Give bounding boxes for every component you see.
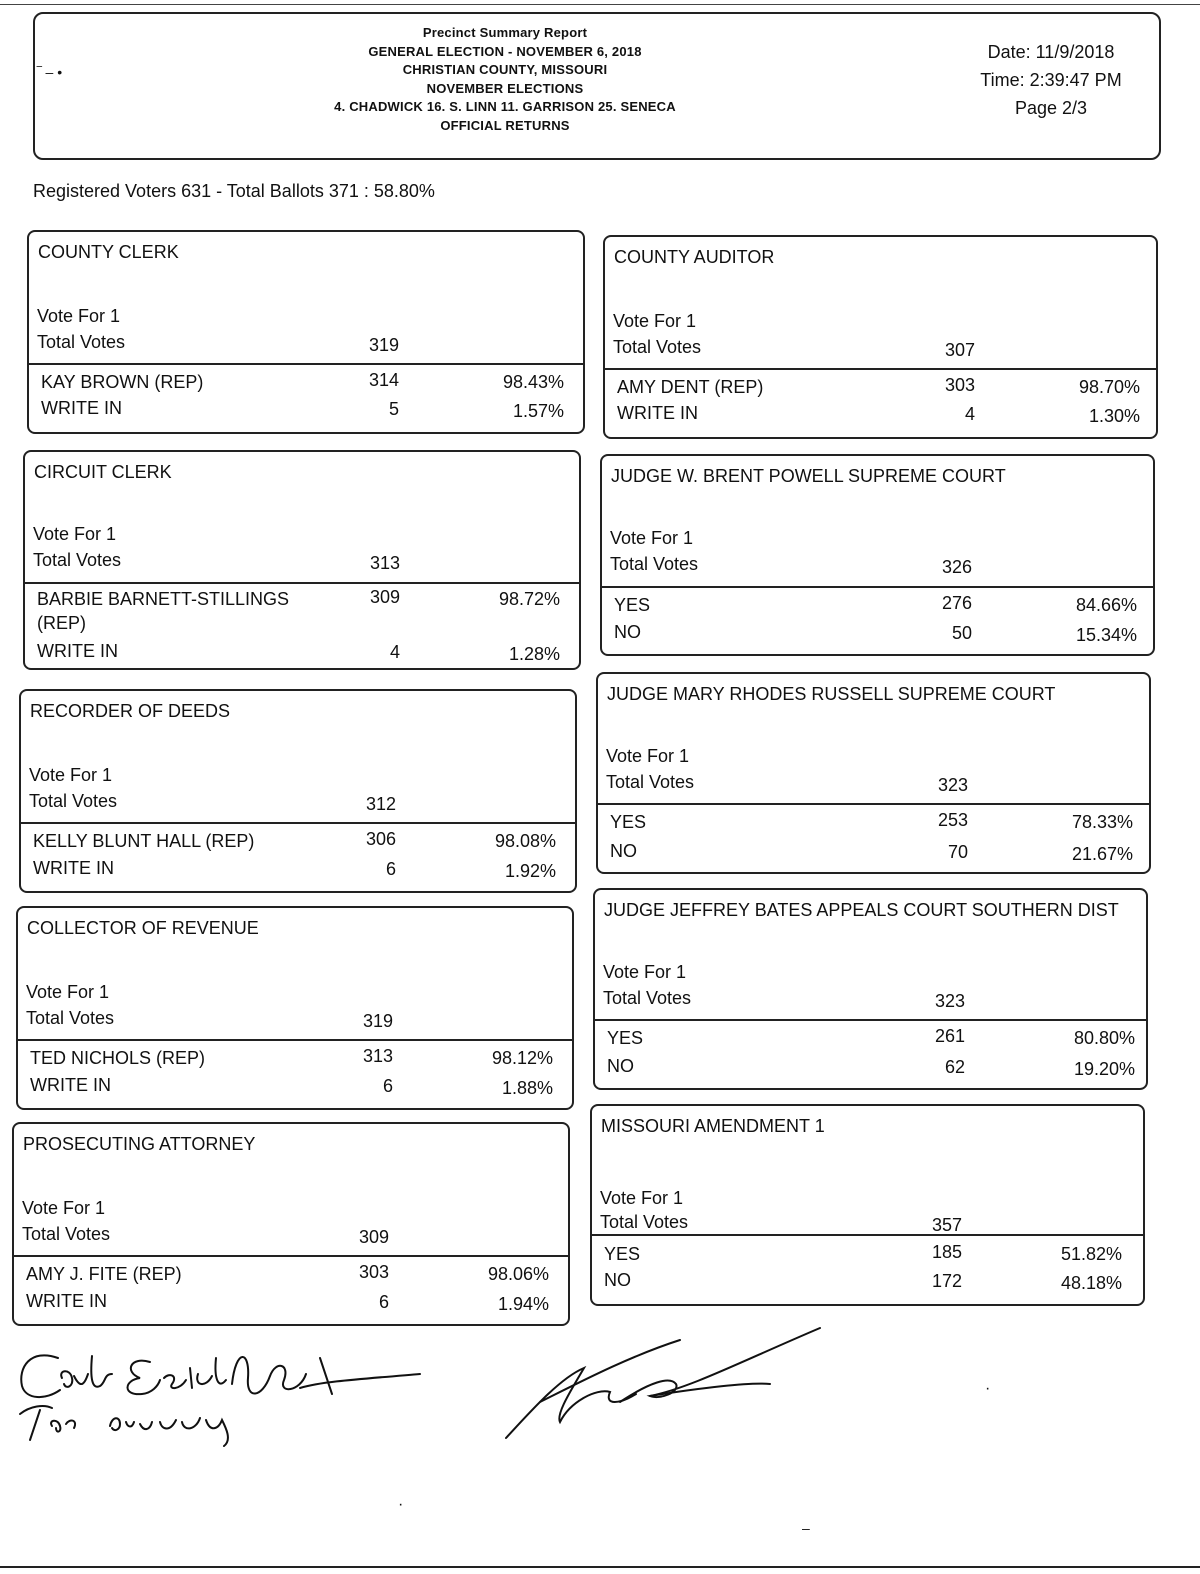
race-title: COLLECTOR OF REVENUE — [27, 918, 259, 938]
race-title: JUDGE W. BRENT POWELL SUPREME COURT — [611, 466, 1006, 486]
vote-count: 314 — [368, 370, 399, 390]
vote-for-label: Vote For 1 — [613, 311, 697, 331]
total-votes-label: Total Votes — [29, 791, 118, 811]
signature-right — [500, 1322, 840, 1442]
scan-dash: – — [802, 1520, 810, 1536]
candidate-name: YES — [607, 1028, 644, 1048]
county-name: CHRISTIAN COUNTY, MISSOURI — [402, 62, 608, 77]
race-title: RECORDER OF DEEDS — [30, 701, 231, 721]
race-title: JUDGE JEFFREY BATES APPEALS COURT SOUTHERN DIST — [604, 900, 1119, 920]
row-divider — [29, 363, 583, 365]
race-title: COUNTY AUDITOR — [614, 247, 775, 267]
vote-percent: 1.57% — [512, 401, 564, 421]
total-votes-label: Total Votes — [33, 550, 122, 570]
race-title: MISSOURI AMENDMENT 1 — [601, 1116, 825, 1136]
vote-count: 313 — [362, 1046, 393, 1066]
total-votes-label: Total Votes — [613, 337, 702, 357]
header-meta — [951, 38, 1151, 122]
turnout-summary: Registered Voters 631 - Total Ballots 371 : 58.80% — [33, 181, 435, 201]
total-votes-label: Total Votes — [610, 554, 699, 574]
candidate-name: NO — [614, 622, 641, 642]
vote-count: 306 — [365, 829, 396, 849]
total-votes-label: Total Votes — [26, 1008, 115, 1028]
total-votes-label: Total Votes — [37, 332, 126, 352]
row-divider — [14, 1255, 568, 1257]
candidate-name: KELLY BLUNT HALL (REP) — [33, 831, 255, 851]
scan-mark: ‾ – • — [37, 64, 63, 80]
total-votes-label: Total Votes — [22, 1224, 111, 1244]
race-box — [16, 906, 574, 1110]
row-divider — [598, 803, 1149, 805]
race-box — [600, 454, 1155, 656]
race-box — [603, 235, 1158, 439]
race-box — [593, 888, 1148, 1090]
race-box — [23, 450, 581, 670]
candidate-name: NO — [607, 1056, 634, 1076]
race-box — [596, 672, 1151, 874]
candidate-name: AMY J. FITE (REP) — [26, 1264, 182, 1284]
report-header — [33, 12, 1161, 160]
vote-percent: 98.43% — [502, 372, 564, 392]
report-time: Time: 2:39:47 PM — [980, 70, 1122, 90]
vote-percent: 15.34% — [1075, 625, 1137, 645]
total-votes-value: 323 — [934, 991, 965, 1011]
candidate-name: BARBIE BARNETT-STILLINGS — [37, 589, 290, 609]
candidate-name: WRITE IN — [33, 858, 114, 878]
vote-count: 5 — [388, 399, 399, 419]
vote-percent: 80.80% — [1073, 1028, 1135, 1048]
total-votes-label: Total Votes — [603, 988, 692, 1008]
candidate-name: NO — [604, 1270, 631, 1290]
scan-dot: · — [398, 1496, 404, 1513]
vote-percent: 51.82% — [1060, 1244, 1122, 1264]
vote-percent: 98.70% — [1078, 377, 1140, 397]
row-divider — [592, 1234, 1143, 1236]
row-divider — [21, 822, 575, 824]
vote-percent: 1.88% — [501, 1078, 553, 1098]
scan-dot: · — [985, 1380, 991, 1397]
total-votes-value: 319 — [368, 335, 399, 355]
candidate-name: YES — [604, 1244, 641, 1264]
vote-percent: 1.94% — [497, 1294, 549, 1314]
row-divider — [595, 1019, 1146, 1021]
vote-for-label: Vote For 1 — [22, 1198, 106, 1218]
race-box — [12, 1122, 570, 1326]
vote-for-label: Vote For 1 — [610, 528, 694, 548]
signature-left — [0, 1328, 520, 1448]
header-title-block — [265, 24, 745, 135]
vote-count: 6 — [378, 1292, 389, 1312]
vote-count: 6 — [382, 1076, 393, 1096]
vote-count: 185 — [931, 1242, 962, 1262]
race-title: COUNTY CLERK — [38, 242, 179, 262]
returns-label: OFFICIAL RETURNS — [440, 117, 570, 133]
vote-percent: 98.12% — [491, 1048, 553, 1068]
candidate-name: WRITE IN — [30, 1075, 111, 1095]
election-name: GENERAL ELECTION - NOVEMBER 6, 2018 — [368, 43, 642, 59]
bottom-rule — [0, 1566, 1200, 1568]
total-votes-value: 309 — [358, 1227, 389, 1247]
candidate-party: (REP) — [37, 613, 86, 633]
candidate-name: WRITE IN — [37, 641, 118, 661]
candidate-name: WRITE IN — [617, 403, 698, 423]
total-votes-value: 326 — [941, 557, 972, 577]
vote-count: 309 — [369, 587, 400, 607]
vote-count: 4 — [389, 642, 400, 662]
row-divider — [25, 582, 579, 584]
candidate-name: NO — [610, 841, 637, 861]
row-divider — [602, 586, 1153, 588]
vote-count: 303 — [358, 1262, 389, 1282]
vote-count: 4 — [964, 404, 975, 424]
vote-percent: 78.33% — [1071, 812, 1133, 832]
candidate-name: AMY DENT (REP) — [617, 377, 764, 397]
vote-percent: 84.66% — [1075, 595, 1137, 615]
vote-percent: 1.30% — [1088, 406, 1140, 426]
race-title: CIRCUIT CLERK — [34, 462, 172, 482]
vote-count: 50 — [951, 623, 972, 643]
vote-percent: 98.72% — [498, 589, 560, 609]
candidate-name: KAY BROWN (REP) — [41, 372, 204, 392]
candidate-name: YES — [610, 812, 647, 832]
vote-percent: 98.08% — [494, 831, 556, 851]
vote-count: 261 — [934, 1026, 965, 1046]
vote-count: 253 — [937, 810, 968, 830]
candidate-name: WRITE IN — [41, 398, 122, 418]
vote-count: 172 — [931, 1271, 962, 1291]
candidate-name: TED NICHOLS (REP) — [30, 1048, 206, 1068]
race-box — [27, 230, 585, 434]
vote-count: 62 — [944, 1057, 965, 1077]
vote-count: 6 — [385, 859, 396, 879]
vote-for-label: Vote For 1 — [26, 982, 110, 1002]
candidate-name: YES — [614, 595, 651, 615]
total-votes-value: 323 — [937, 775, 968, 795]
vote-for-label: Vote For 1 — [33, 524, 117, 544]
vote-percent: 48.18% — [1060, 1273, 1122, 1293]
vote-for-label: Vote For 1 — [29, 765, 113, 785]
report-subtitle: NOVEMBER ELECTIONS — [426, 80, 584, 96]
row-divider — [18, 1039, 572, 1041]
vote-count: 303 — [944, 375, 975, 395]
total-votes-value: 319 — [362, 1011, 393, 1031]
total-votes-label: Total Votes — [606, 772, 695, 792]
report-title: Precinct Summary Report — [422, 25, 588, 40]
vote-percent: 98.06% — [487, 1264, 549, 1284]
vote-percent: 19.20% — [1073, 1059, 1135, 1079]
total-votes-value: 307 — [944, 340, 975, 360]
vote-for-label: Vote For 1 — [603, 962, 687, 982]
vote-count: 276 — [941, 593, 972, 613]
race-title: JUDGE MARY RHODES RUSSELL SUPREME COURT — [607, 684, 1056, 704]
vote-percent: 1.28% — [508, 644, 560, 664]
total-votes-value: 313 — [369, 553, 400, 573]
vote-count: 70 — [947, 842, 968, 862]
race-box — [590, 1104, 1145, 1306]
total-votes-value: 312 — [365, 794, 396, 814]
total-votes-label: Total Votes — [600, 1212, 689, 1232]
precinct-list: 4. CHADWICK 16. S. LINN 11. GARRISON 25. SENECA — [334, 99, 676, 114]
vote-percent: 21.67% — [1071, 844, 1133, 864]
report-date: Date: 11/9/2018 — [987, 42, 1115, 62]
row-divider — [605, 368, 1156, 370]
page-number: Page 2/3 — [1014, 98, 1088, 118]
top-rule — [0, 4, 1200, 5]
candidate-name: WRITE IN — [26, 1291, 107, 1311]
vote-percent: 1.92% — [504, 861, 556, 881]
vote-for-label: Vote For 1 — [37, 306, 121, 326]
race-box — [19, 689, 577, 893]
total-votes-value: 357 — [931, 1215, 962, 1235]
vote-for-label: Vote For 1 — [606, 746, 690, 766]
vote-for-label: Vote For 1 — [600, 1188, 684, 1208]
race-title: PROSECUTING ATTORNEY — [23, 1134, 256, 1154]
